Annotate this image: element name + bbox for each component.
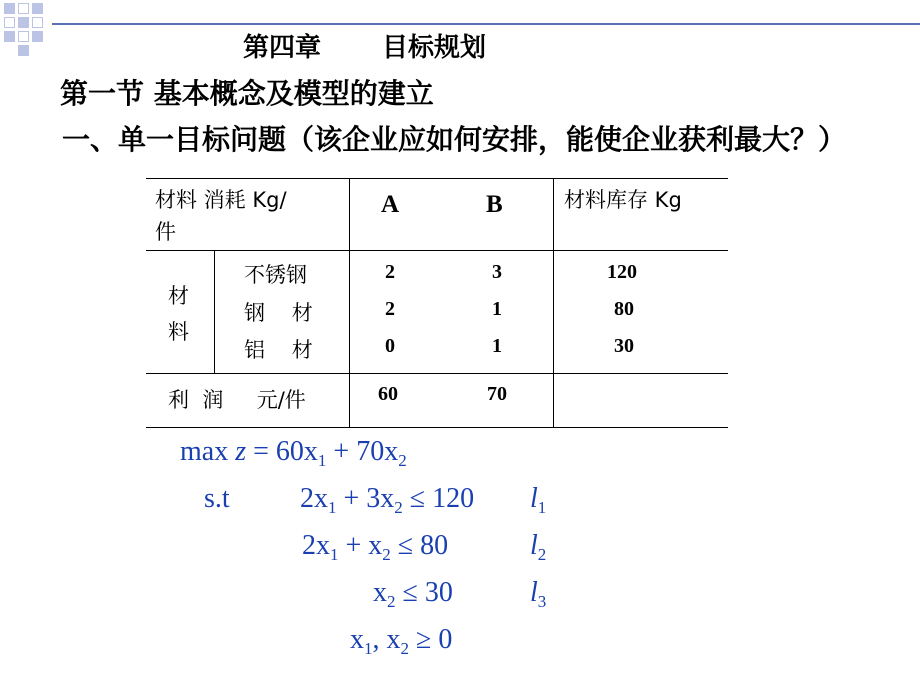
table-rule xyxy=(553,178,554,427)
subscript: 1 xyxy=(328,498,337,517)
row-value-a: 2 xyxy=(385,261,395,283)
constraint-term: , x xyxy=(372,624,401,655)
subscript: 2 xyxy=(537,545,547,564)
row-value-a: 0 xyxy=(385,335,395,357)
section-heading: 第一节 基本概念及模型的建立 xyxy=(60,77,434,110)
subscript: 2 xyxy=(394,498,403,517)
constraint-term: ≥ 0 xyxy=(409,624,453,655)
row-value-b: 3 xyxy=(492,261,502,283)
subscript: 1 xyxy=(330,545,339,564)
row-value-b: 1 xyxy=(492,298,502,320)
row-stock: 30 xyxy=(614,335,634,357)
deco-square xyxy=(4,31,15,42)
title-rule xyxy=(52,23,920,25)
row-name: 不锈钢 xyxy=(244,263,307,287)
constraint-term: x xyxy=(350,624,364,655)
constraint-term: ≤ 120 xyxy=(402,483,475,514)
constraint-3-label xyxy=(530,577,546,609)
deco-square xyxy=(32,31,43,42)
constraint-term: x xyxy=(373,577,387,608)
profit-b: 70 xyxy=(487,383,507,405)
constraint-term: 2x xyxy=(300,483,328,514)
table-rule xyxy=(146,373,728,374)
table-rule xyxy=(146,178,728,179)
subscript: 2 xyxy=(400,639,409,658)
subscript: 2 xyxy=(398,451,407,470)
subscript: 2 xyxy=(382,545,391,564)
profit-label: 利 润 元/件 xyxy=(168,388,306,412)
row-value-a: 2 xyxy=(385,298,395,320)
constraint-term: + 3x xyxy=(336,483,395,514)
deco-square xyxy=(18,31,29,42)
constraint-term: + x xyxy=(338,530,383,561)
header-consumption-unit: 件 xyxy=(155,220,176,244)
constraint-2-label xyxy=(530,530,546,562)
nonnegativity-constraint xyxy=(350,624,452,656)
subscript: 1 xyxy=(364,639,373,658)
table-rule xyxy=(214,250,215,373)
constraint-1-label xyxy=(530,483,546,515)
table-rule xyxy=(146,427,728,428)
label-letter: l xyxy=(530,483,538,514)
objective-term1: = 60x xyxy=(246,436,318,467)
row-stock: 80 xyxy=(614,298,634,320)
chapter-topic: 目标规划 xyxy=(382,33,487,63)
header-product-b: B xyxy=(486,191,503,218)
table-rule xyxy=(349,178,350,427)
deco-square xyxy=(18,17,29,28)
subscript: 3 xyxy=(537,592,547,611)
deco-square xyxy=(4,3,15,14)
subsection-heading: 一、单一目标问题（该企业应如何安排，能使企业获利最大？） xyxy=(62,123,847,156)
constraint-3 xyxy=(373,577,453,609)
deco-square xyxy=(32,3,43,14)
deco-square xyxy=(4,17,15,28)
header-stock: 材料库存 Kg xyxy=(564,188,682,212)
header-consumption: 材料 消耗 Kg/ xyxy=(155,188,287,212)
constraint-2 xyxy=(302,530,448,562)
constraint-term: 2x xyxy=(302,530,330,561)
subscript: 1 xyxy=(317,451,327,470)
subscript: 1 xyxy=(537,498,547,517)
objective-function xyxy=(180,436,407,468)
chapter-label: 第四章 xyxy=(243,33,322,63)
objective-var: z xyxy=(235,436,247,467)
objective-term2: + 70x xyxy=(326,436,399,467)
subscript: 2 xyxy=(387,592,396,611)
constraint-term: ≤ 80 xyxy=(390,530,449,561)
table-rule xyxy=(146,250,728,251)
material-label: 料 xyxy=(168,320,189,344)
constraint-1 xyxy=(300,483,474,515)
objective-max: max xyxy=(180,436,236,467)
profit-a: 60 xyxy=(378,383,398,405)
st-label: s.t xyxy=(204,483,230,514)
constraint-term: ≤ 30 xyxy=(395,577,453,608)
row-stock: 120 xyxy=(607,261,637,283)
row-name: 钢 材 xyxy=(244,301,313,325)
deco-square xyxy=(32,17,43,28)
row-name: 铝 材 xyxy=(244,338,313,362)
material-label: 材 xyxy=(168,284,189,308)
header-product-a: A xyxy=(381,191,400,218)
deco-square xyxy=(18,3,29,14)
row-value-b: 1 xyxy=(492,335,502,357)
label-letter: l xyxy=(530,577,538,608)
label-letter: l xyxy=(530,530,538,561)
deco-square xyxy=(18,45,29,56)
